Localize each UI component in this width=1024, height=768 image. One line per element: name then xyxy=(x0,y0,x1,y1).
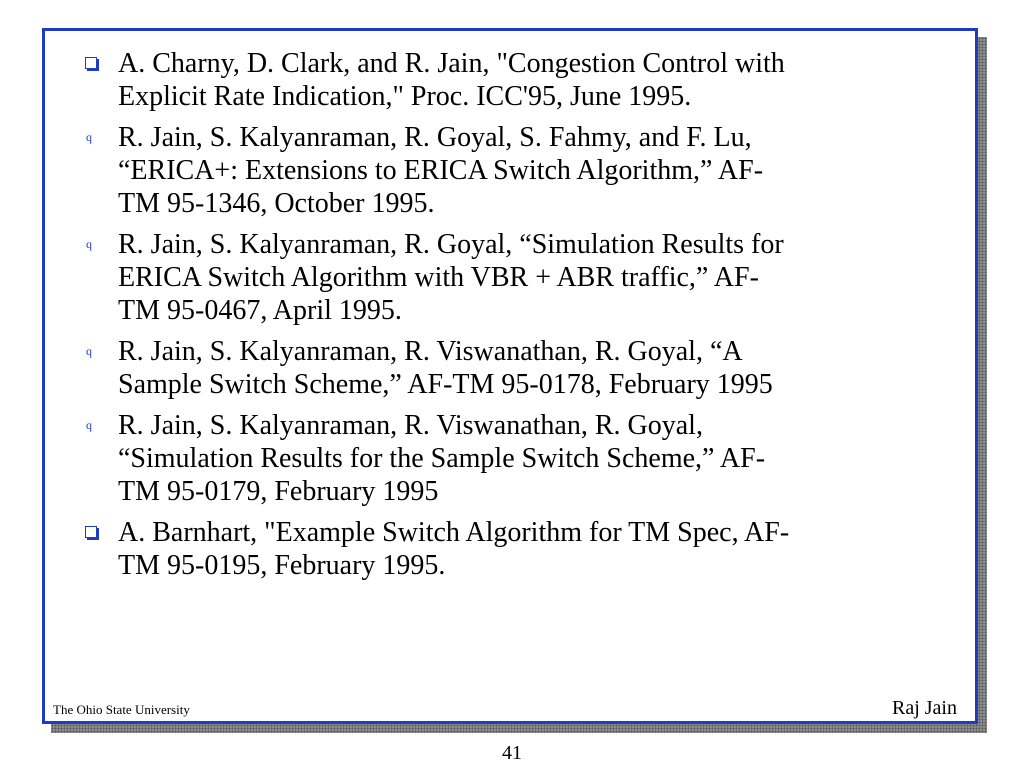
wingdings-q-bullet-icon: q xyxy=(86,130,92,144)
reference-line: A. Charny, D. Clark, and R. Jain, "Congestion Control with xyxy=(118,48,785,79)
reference-line: Explicit Rate Indication," Proc. ICC'95, June 1995. xyxy=(118,81,692,112)
reference-line: Sample Switch Scheme,” AF-TM 95-0178, February 1995 xyxy=(118,369,773,400)
reference-line: “ERICA+: Extensions to ERICA Switch Algorithm,” AF- xyxy=(118,155,764,186)
hollow-square-bullet-icon xyxy=(85,57,97,69)
reference-line: R. Jain, S. Kalyanraman, R. Goyal, S. Fahmy, and F. Lu, xyxy=(118,122,752,153)
reference-line: A. Barnhart, "Example Switch Algorithm for TM Spec, AF- xyxy=(118,517,790,548)
reference-line: R. Jain, S. Kalyanraman, R. Viswanathan, R. Goyal, xyxy=(118,410,703,441)
reference-item xyxy=(45,121,975,220)
reference-item xyxy=(45,409,975,508)
reference-line: “Simulation Results for the Sample Switch Scheme,” AF- xyxy=(118,443,766,474)
reference-line: R. Jain, S. Kalyanraman, R. Goyal, “Simulation Results for xyxy=(118,229,784,260)
reference-line: TM 95-1346, October 1995. xyxy=(118,188,435,219)
reference-line: R. Jain, S. Kalyanraman, R. Viswanathan, R. Goyal, “A xyxy=(118,336,743,367)
author-footer: Raj Jain xyxy=(892,697,957,719)
hollow-square-bullet-icon xyxy=(85,526,97,538)
page-number: 41 xyxy=(502,742,522,764)
wingdings-q-bullet-icon: q xyxy=(86,237,92,251)
reference-item xyxy=(45,228,975,327)
reference-line: TM 95-0467, April 1995. xyxy=(118,295,402,326)
reference-item xyxy=(45,335,975,401)
institution-footer: The Ohio State University xyxy=(53,702,190,717)
slide-frame xyxy=(42,28,978,724)
reference-list xyxy=(45,47,975,590)
reference-item xyxy=(45,47,975,113)
reference-line: ERICA Switch Algorithm with VBR + ABR traffic,” AF- xyxy=(118,262,759,293)
wingdings-q-bullet-icon: q xyxy=(86,418,92,432)
reference-line: TM 95-0195, February 1995. xyxy=(118,550,446,581)
reference-item xyxy=(45,516,975,582)
reference-line: TM 95-0179, February 1995 xyxy=(118,476,439,507)
wingdings-q-bullet-icon: q xyxy=(86,344,92,358)
